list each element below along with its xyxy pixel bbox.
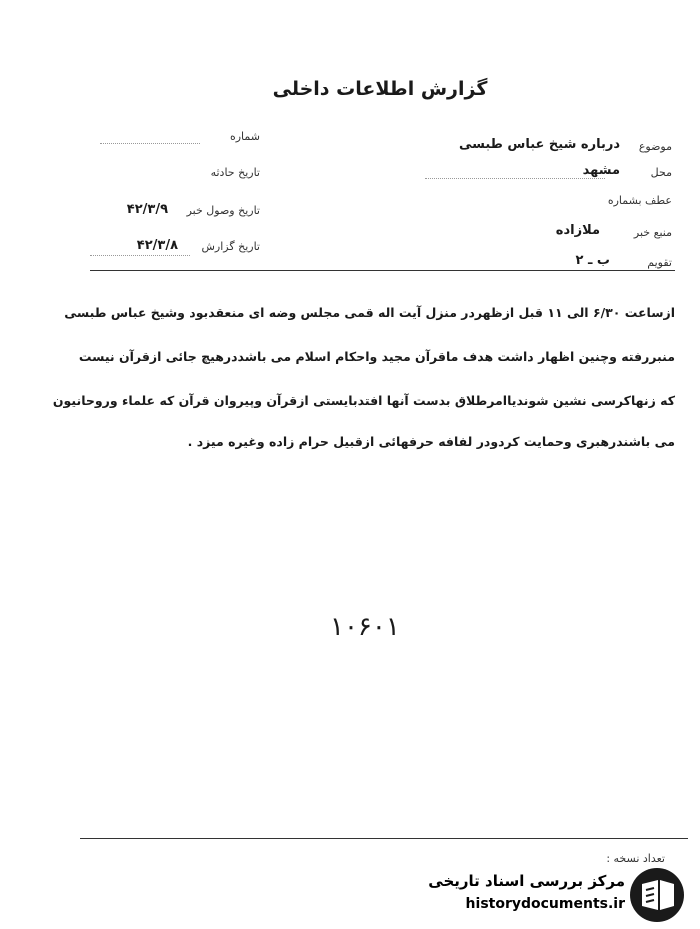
received-date-value: ۴۲/۳/۹	[126, 202, 168, 217]
footer-divider	[80, 838, 688, 839]
report-date-line	[90, 255, 190, 256]
reference-label: عطف بشماره	[607, 194, 672, 207]
location-value: مشهد	[582, 163, 620, 178]
archive-logo-icon	[628, 866, 686, 924]
watermark-name: مرکز بررسی اسناد تاریخی	[428, 872, 625, 890]
rating-value: ب ـ ۲	[575, 253, 610, 268]
location-label: محل	[650, 166, 672, 179]
received-date-label: تاریخ وصول خبر	[186, 204, 260, 217]
report-date-value: ۴۲/۳/۸	[136, 238, 178, 253]
watermark-url: historydocuments.ir	[465, 896, 625, 912]
body-line-4: می باشندرهبری وحمایت کردودر لفافه حرفهائی ازقبیل حرام زاده وغیره میزد .	[187, 434, 675, 449]
rating-label: تقویم	[647, 256, 672, 269]
location-line	[425, 178, 605, 179]
copies-label: تعداد نسخه :	[606, 852, 665, 865]
incident-date-label: تاریخ حادثه	[210, 166, 260, 179]
subject-label: موضوع	[638, 140, 672, 153]
subject-value: درباره شیخ عباس طبسی	[458, 137, 620, 152]
handwritten-number: ۱۰۶۰۱	[330, 612, 400, 642]
report-date-label: تاریخ گزارش	[201, 240, 260, 253]
number-field-line	[100, 143, 200, 144]
body-line-3: که زنهاکرسی نشین شوندیاامرطلاق بدست آنها افتدبایستی ازقرآن وپیروان قرآن که علماء وروحانیون	[52, 393, 675, 408]
number-label: شماره	[229, 130, 260, 143]
header-divider	[90, 270, 675, 271]
body-line-1: ازساعت ۶/۳۰ الی ۱۱ قبل ازظهردر منزل آیت اله قمی مجلس وضه ای منعقدبود وشیخ عباس طبسی	[64, 305, 675, 320]
source-label: منبع خبر	[633, 226, 672, 239]
source-value: ملازاده	[555, 223, 600, 238]
document-title: گزارش اطلاعات داخلی	[272, 78, 488, 100]
body-line-2: منبررفته وچنین اظهار داشت هدف ماقرآن مجید واحکام اسلام می باشددرهیچ جائی ازقرآن نیست	[78, 349, 675, 364]
